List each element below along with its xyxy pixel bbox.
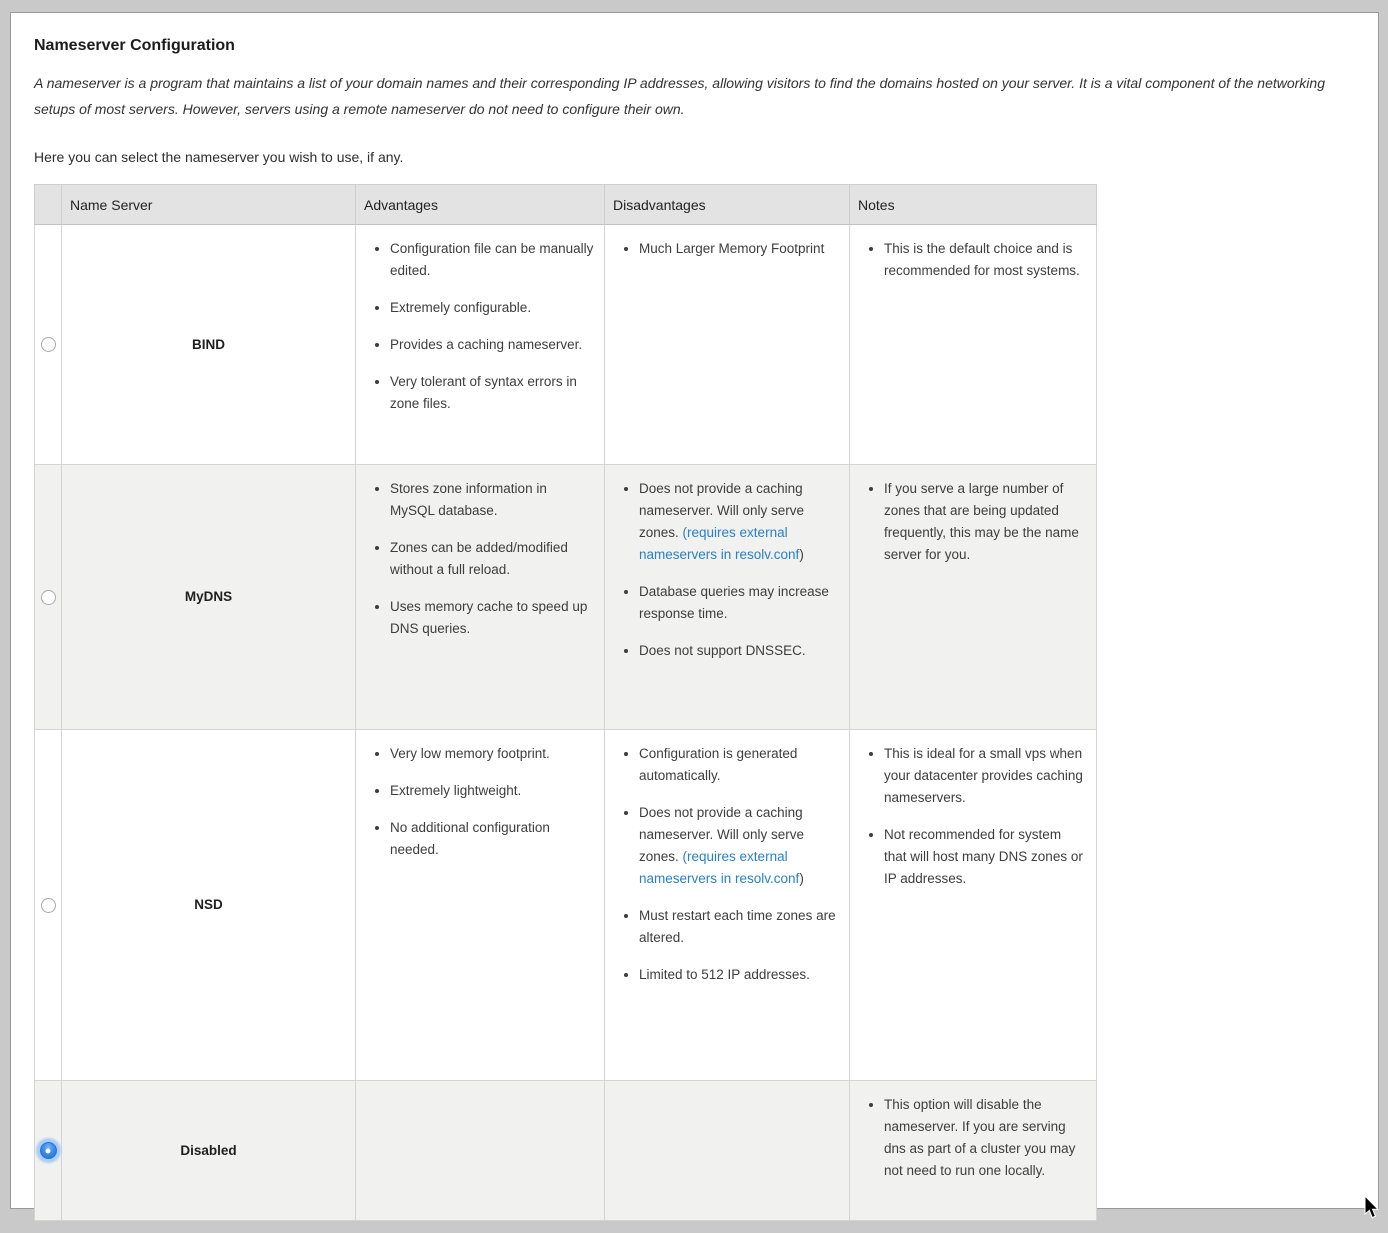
advantages-list — [364, 477, 596, 640]
bullet-item: • Configuration is generated automatically. — [639, 743, 839, 787]
nameserver-name-mydns: MyDNS — [62, 465, 356, 730]
disadvantages-cell-mydns — [605, 465, 850, 730]
bullet-item: • Configuration file can be manually edited. — [390, 238, 594, 282]
disadvantages-list — [613, 237, 841, 260]
radio-cell-mydns[interactable] — [35, 465, 62, 730]
header-radio-column — [35, 185, 62, 225]
bullet-item: • Stores zone information in MySQL database. — [390, 478, 594, 522]
nameserver-name-nsd: NSD — [62, 730, 356, 1081]
radio-cell-nsd[interactable] — [35, 730, 62, 1081]
nameserver-name-bind: BIND — [62, 225, 356, 465]
notes-cell-bind — [850, 225, 1097, 465]
bullet-item: • Does not provide a caching nameserver. Will only serve zones. (requires external nameservers in resolv.conf) — [639, 478, 839, 566]
nameserver-name-disabled: Disabled — [62, 1081, 356, 1221]
radio-cell-disabled[interactable] — [35, 1081, 62, 1221]
notes-cell-mydns — [850, 465, 1097, 730]
bullet-item: • Much Larger Memory Footprint — [639, 238, 839, 260]
nameserver-table-header — [35, 185, 1097, 225]
table-row-bind — [35, 225, 1097, 465]
radio-bind[interactable] — [41, 337, 56, 352]
resolv-conf-link[interactable]: (requires external nameservers in resolv.conf — [639, 849, 799, 886]
radio-cell-bind[interactable] — [35, 225, 62, 465]
advantages-cell-bind — [356, 225, 605, 465]
notes-list — [858, 477, 1088, 566]
notes-list — [858, 1093, 1088, 1182]
header-disadvantages: Disadvantages — [605, 185, 850, 225]
bullet-item: • Database queries may increase response time. — [639, 581, 839, 625]
notes-list — [858, 742, 1088, 890]
advantages-cell-mydns — [356, 465, 605, 730]
bullet-item: • Very tolerant of syntax errors in zone files. — [390, 371, 594, 415]
radio-selected-dot — [46, 1148, 51, 1153]
notes-cell-nsd — [850, 730, 1097, 1081]
page-description: A nameserver is a program that maintains a list of your domain names and their corresponding IP addresses, allowing visitors to find the domains hosted on your server. It is a vital component of the networking setups of most servers. However, servers using a remote nameserver do not need to configure their own. — [34, 70, 1355, 122]
bullet-item: • Extremely configurable. — [390, 297, 594, 319]
header-row — [35, 185, 1097, 225]
notes-list — [858, 237, 1088, 282]
disadvantages-cell-nsd — [605, 730, 850, 1081]
bullet-item: • Extremely lightweight. — [390, 780, 594, 802]
page-title: Nameserver Configuration — [34, 37, 1355, 55]
resolv-conf-link[interactable]: (requires external nameservers in resolv.conf — [639, 525, 799, 562]
page-card — [10, 12, 1379, 1209]
bullet-item: • Does not provide a caching nameserver. Will only serve zones. (requires external nameservers in resolv.conf) — [639, 802, 839, 890]
disadvantages-cell-disabled — [605, 1081, 850, 1221]
header-name-server: Name Server — [62, 185, 356, 225]
nameserver-table-body — [35, 225, 1097, 1221]
advantages-cell-disabled — [356, 1081, 605, 1221]
page-instruction: Here you can select the nameserver you wish to use, if any. — [34, 149, 1355, 165]
advantages-list — [364, 742, 596, 861]
nameserver-table — [34, 184, 1097, 1221]
radio-disabled[interactable] — [40, 1142, 57, 1159]
bullet-item: • Provides a caching nameserver. — [390, 334, 594, 356]
table-row-nsd — [35, 730, 1097, 1081]
advantages-list — [364, 237, 596, 415]
bullet-item: • Limited to 512 IP addresses. — [639, 964, 839, 986]
bullet-item: • Must restart each time zones are altered. — [639, 905, 839, 949]
header-notes: Notes — [850, 185, 1097, 225]
radio-nsd[interactable] — [41, 898, 56, 913]
bullet-item: • If you serve a large number of zones that are being updated frequently, this may be the name server for you. — [884, 478, 1086, 566]
table-row-mydns — [35, 465, 1097, 730]
disadvantages-cell-bind — [605, 225, 850, 465]
bullet-item: • Uses memory cache to speed up DNS queries. — [390, 596, 594, 640]
bullet-item: • This is ideal for a small vps when your datacenter provides caching nameservers. — [884, 743, 1086, 809]
radio-mydns[interactable] — [41, 590, 56, 605]
bullet-item: • No additional configuration needed. — [390, 817, 594, 861]
bullet-item: • Very low memory footprint. — [390, 743, 594, 765]
disadvantages-list — [613, 742, 841, 986]
page-content — [11, 13, 1378, 1233]
bullet-item: • Does not support DNSSEC. — [639, 640, 839, 662]
header-advantages: Advantages — [356, 185, 605, 225]
bullet-item: • This is the default choice and is recommended for most systems. — [884, 238, 1086, 282]
bullet-item: • Zones can be added/modified without a full reload. — [390, 537, 594, 581]
disadvantages-list — [613, 477, 841, 662]
notes-cell-disabled — [850, 1081, 1097, 1221]
bullet-item: • This option will disable the nameserver. If you are serving dns as part of a cluster you may not need to run one locally. — [884, 1094, 1086, 1182]
table-row-disabled — [35, 1081, 1097, 1221]
bullet-item: • Not recommended for system that will host many DNS zones or IP addresses. — [884, 824, 1086, 890]
advantages-cell-nsd — [356, 730, 605, 1081]
